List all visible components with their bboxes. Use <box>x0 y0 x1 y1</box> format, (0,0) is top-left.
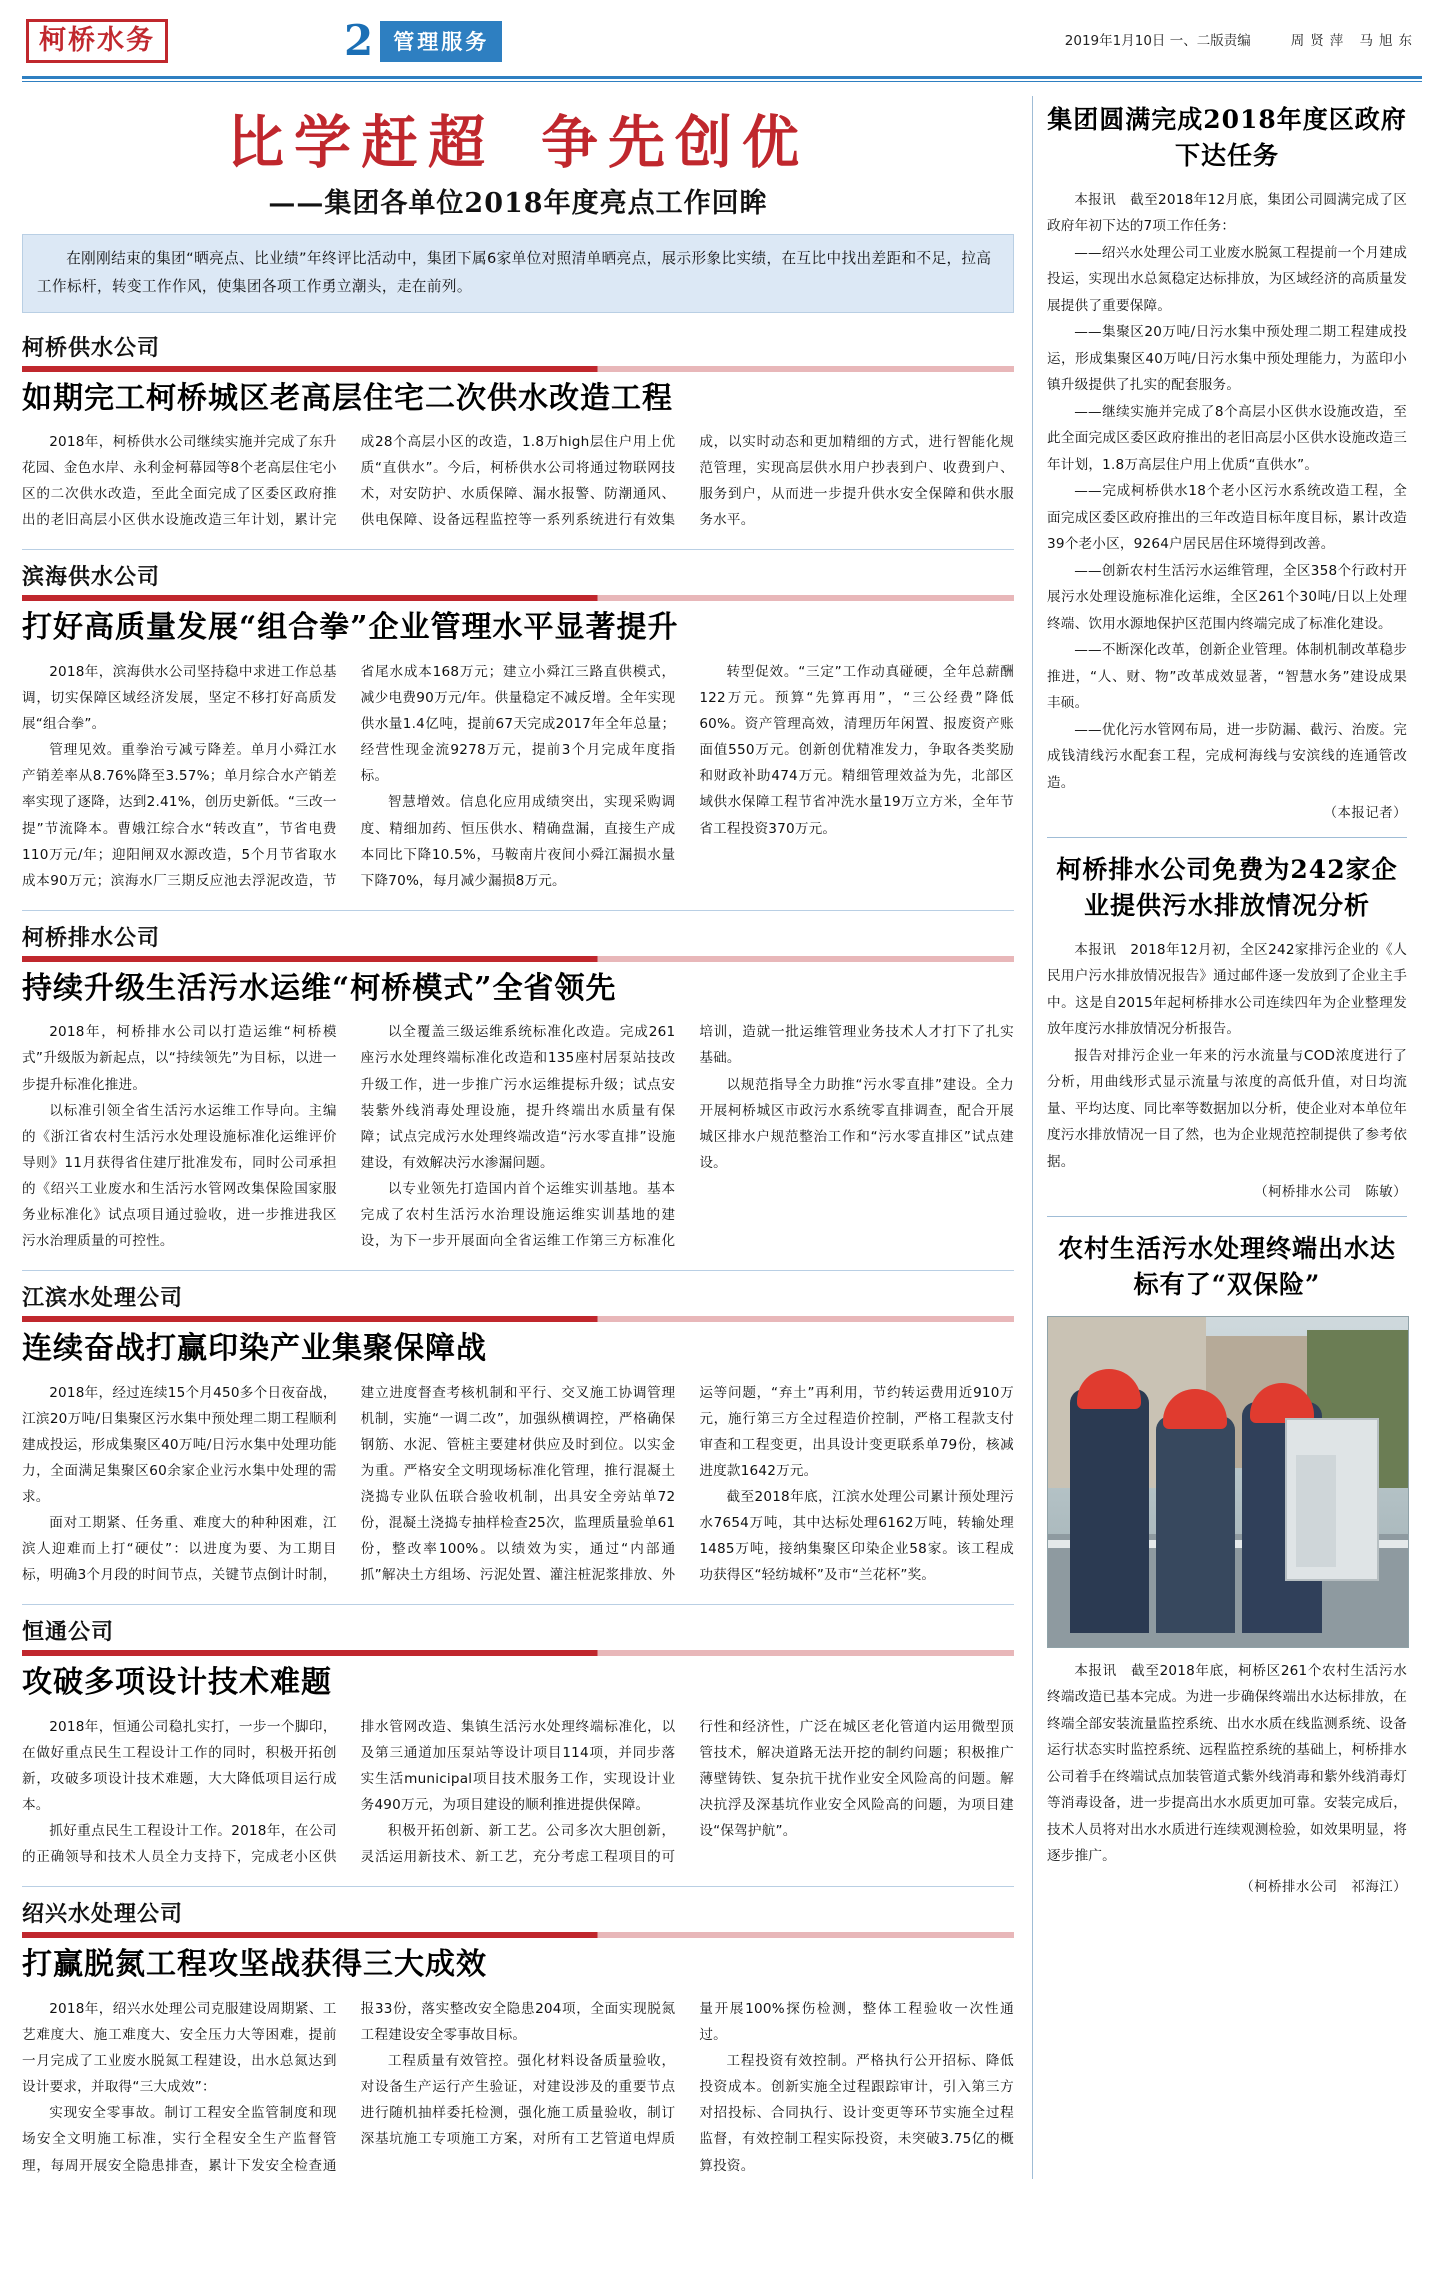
article-title: 打好高质量发展“组合拳”企业管理水平显著提升 <box>22 610 679 646</box>
sidebar-paragraph: ——不断深化改革，创新企业管理。体制机制改革稳步推进，“人、财、物”改革成效显著，“智慧水务”建设成果丰硕。 <box>1047 642 1407 711</box>
article-paragraph: 2018年，滨海供水公司坚持稳中求进工作总基调，切实保障区域经济发展，坚定不移打好高质发展“组合拳”。 <box>22 663 337 733</box>
masthead <box>0 0 1444 72</box>
sidebar-paragraph: 本报讯 截至2018年底，柯桥区261个农村生活污水终端改造已基本完成。为进一步确保终端出水达标排放，在终端全部安装流量监控系统、出水水质在线监测系统、设备运行状态实时监控系统、远程监控系统的基础上，柯桥排水公司着手在终端试点加装管道式紫外线消毒和紫外线消毒灯等消毒设备，进一步提高出水水质更加可靠。安装完成后，技术人员将对出水水质进行连续观测检验，如效果明显，将逐步推广。 <box>1047 1662 1407 1864</box>
unit-divider-bar <box>22 956 1014 962</box>
unit-divider-bar <box>22 595 1014 601</box>
article-separator <box>22 1886 1014 1887</box>
article-title: 持续升级生活污水运维“柯桥模式”全省领先 <box>22 970 617 1006</box>
article-paragraph: 智慧增效。信息化应用成绩突出，实现采购调度、精细加药、恒压供水、精确盘漏，直接生产成本同比下降10.5%，马鞍南片夜间小舜江漏损水量下降70%，每月减少漏损8万元。 <box>360 794 676 889</box>
section-name: 管理服务 <box>380 21 502 62</box>
masthead-meta <box>1065 29 1418 53</box>
article-separator <box>22 1270 1014 1271</box>
dateline: 2019年1月10日 一、二版责编 <box>1064 33 1251 49</box>
article-paragraph: 面对工期紧、任务重、难度大的种种困难，江滨人迎难而上打“硬仗”：以进度为要、为工期目标，明确3个月段的时间节点，关键节点倒计时制，建立进度督查考核机制和平行、交叉施工协调管理机制，实施“一调二改”，加强纵横调控，严格确保钢筋、水泥、管桩主要建材供应及时到位。以实金为重。严格安全文明现场标准化管理，推行混凝土浇捣专业队伍联合验收机制，出具安全旁站单72份，混凝土浇捣专抽样检查25次，监理质量验单61份，整改率100%。以绩效为实，通过“内部通抓”解决土方组场、污泥处置、灌注桩泥浆排放、外运等问题，“弃土”再利用，节约转运费用近910万元，施行第三方全过程造价控制，严格工程款支付审查和工程变更，出具设计变更联系单79份，核减进度款1642万元。 <box>22 1384 1014 1584</box>
headline-part-2: 争先创优 <box>541 109 809 176</box>
article-separator <box>22 549 1014 550</box>
sidebar-paragraph: 本报讯 截至2018年12月底，集团公司圆满完成了区政府年初下达的7项工作任务： <box>1047 191 1407 234</box>
article-body <box>22 659 1014 894</box>
photo-worker <box>1156 1416 1235 1634</box>
article-separator <box>22 1604 1014 1605</box>
article-paragraph: 积极开拓创新、新工艺。公司多次大胆创新，灵活运用新技术、新工艺，充分考虑工程项目的可行性和经济性，广泛在城区老化管道内运用微型顶管技术，解决道路无法开挖的制约问题；积极推广薄壁铸铁、复杂抗干扰作业安全风险高的问题。解决抗浮及深基坑作业安全风险高的问题，为项目建设“保驾护航”。 <box>360 1718 1014 1866</box>
sidebar-byline: （柯桥排水公司 祁海江） <box>1240 1879 1407 1895</box>
sidebar-paragraph: ——完成柯桥供水18个老小区污水系统改造工程，全面完成区委区政府推出的三年改造目标年度目标，累计改造39个老小区，9264户居民居住环境得到改善。 <box>1047 483 1407 552</box>
article-title: 攻破多项设计技术难题 <box>22 1665 332 1701</box>
article-body <box>22 1996 1014 2179</box>
article-paragraph: 以专业领先打造国内首个运维实训基地。基本完成了农村生活污水治理设施运维实训基地的建设，为下一步开展面向全省运维工作第三方标准化培训，造就一批运维管理业务技术人才打下了扎实基础。 <box>360 1024 1014 1250</box>
headline-part-1: 比学赶超 <box>227 109 495 176</box>
article-paragraph: 管理见效。重拳治亏减亏降差。单月小舜江水产销差率从8.76%降至3.57%；单月综合水产销差率实现了逐降，达到2.41%，创历史新低。“三改一提”节流降本。曹娥江综合水“转改直”，节省电费110万元/年；迎阳闸双水源改造，5个月节省取水成本90万元；滨海水厂三期反应池去浮泥改造，节省尾水成本168万元；建立小舜江三路直供模式，减少电费90万元/年。供量稳定不减反增。全年实现供水量1.4亿吨，提前67天完成2017年全年总量；经营性现金流9278万元，提前3个月完成年度指标。 <box>22 663 676 889</box>
sidebar-article <box>1047 1231 1407 1895</box>
article-block <box>22 921 1014 1254</box>
sidebar-article-body <box>1047 187 1407 797</box>
article-block <box>22 331 1014 534</box>
masthead-rule <box>22 76 1422 79</box>
sidebar-paragraph: ——创新农村生活污水运维管理，全区358个行政村开展污水处理设施标准化运维，全区261个30吨/日以上处理终端、饮用水源地保护区范围内终端完成了标准化建设。 <box>1047 562 1407 632</box>
sidebar-paragraph: ——优化污水管网布局，进一步防漏、截污、治废。完成钱清线污水配套工程，完成柯海线与安滨线的连通管改造。 <box>1047 721 1407 791</box>
sidebar-byline: （本报记者） <box>1323 806 1407 821</box>
article-body <box>22 1380 1014 1589</box>
article-block <box>22 1615 1014 1870</box>
page-section-indicator <box>344 16 502 65</box>
photo-worker <box>1070 1389 1149 1633</box>
article-paragraph: 以规范指导全力助推“污水零直排”建设。全力开展柯桥城区市政污水系统零直排调查，配合开展城区排水户规范整治工作和“污水零直排区”试点建设。 <box>699 1076 1014 1171</box>
sidebar-article-title: 集团圆满完成2018年度区政府下达任务 <box>1047 105 1407 171</box>
article-title: 打赢脱氮工程攻坚战获得三大成效 <box>22 1947 487 1983</box>
sidebar-paragraph: ——绍兴水处理公司工业废水脱氮工程提前一个月建成投运，实现出水总氮稳定达标排放，为区域经济的高质量发展提供了重要保障。 <box>1047 244 1407 314</box>
article-unit-name: 柯桥排水公司 <box>22 925 161 951</box>
news-photo <box>1047 1316 1409 1648</box>
sidebar-paragraph: ——集聚区20万吨/日污水集中预处理二期工程建成投运，形成集聚区40万吨/日污水集中预处理能力，为蓝印小镇升级提供了扎实的配套服务。 <box>1047 324 1407 393</box>
article-paragraph: 2018年，柯桥排水公司以打造运维“柯桥模式”升级版为新起点，以“持续领先”为目标，以进一步提升标准化推进。 <box>22 1024 337 1093</box>
sidebar-article <box>1047 102 1407 821</box>
article-block <box>22 560 1014 893</box>
sidebar-paragraph: ——继续实施并完成了8个高层小区供水设施改造，至此全面完成区委区政府推出的老旧高层小区供水设施改造三年计划，1.8万高层住户用上优质“直供水”。 <box>1047 403 1407 473</box>
article-paragraph: 工程投资有效控制。严格执行公开招标、降低投资成本。创新实施全过程跟踪审计，引入第三方对招投标、合同执行、设计变更等环节实施全过程监督，有效控制工程实际投资，未突破3.75亿的概算投资。 <box>699 2053 1014 2174</box>
article-unit-name: 恒通公司 <box>22 1620 115 1646</box>
article-paragraph: 实现安全零事故。制订工程安全监管制度和现场安全文明施工标准，实行全程安全生产监督管理，每周开展安全隐患排查，累计下发安全检查通报33份，落实整改安全隐患204项，全面实现脱氮工程建设安全零事故目标。 <box>22 2000 676 2174</box>
unit-divider-bar <box>22 366 1014 372</box>
sidebar-article-title: 柯桥排水公司免费为242家企业提供污水排放情况分析 <box>1056 855 1398 921</box>
article-paragraph: 以标准引领全省生活污水运维工作导向。主编的《浙江省农村生活污水处理设施标准化运维评价导则》11月获得省住建厅批准发布，同时公司承担的《绍兴工业废水和生活污水管网改集保险国家服务业标准化》试点项目通过验收，进一步推进我区污水治理质量的可控性。 <box>22 1102 337 1250</box>
sidebar-byline: （柯桥排水公司 陈敏） <box>1254 1185 1407 1200</box>
article-body <box>22 1714 1014 1871</box>
article-paragraph: 以全覆盖三级运维系统标准化改造。完成261座污水处理终端标准化改造和135座村居泵站技改升级工作，进一步推广污水运维提标升级；试点安装紫外线消毒处理设施，提升终端出水质量有保障；试点完成污水处理终端改造“污水零直排”设施建设，有效解决污水渗漏问题。 <box>360 1024 676 1171</box>
article-unit-name: 柯桥供水公司 <box>22 335 161 361</box>
publication-logo: 柯桥水务 <box>26 19 168 63</box>
page-headline <box>22 109 1014 176</box>
article-unit-name: 绍兴水处理公司 <box>22 1902 184 1928</box>
sidebar-separator <box>1047 1216 1407 1217</box>
page-subheadline: ——集团各单位2018年度亮点工作回眸 <box>268 187 768 219</box>
unit-divider-bar <box>22 1650 1014 1656</box>
article-paragraph: 2018年，恒通公司稳扎实打，一步一个脚印，在做好重点民生工程设计工作的同时，积极开拓创新，攻破多项设计技术难题，大大降低项目运行成本。 <box>22 1718 337 1814</box>
article-title: 如期完工柯桥城区老高层住宅二次供水改造工程 <box>22 380 673 416</box>
main-column <box>22 96 1032 2179</box>
article-paragraph: 抓好重点民生工程设计工作。2018年，在公司的正确领导和技术人员全力支持下，完成老小区供排水管网改造、集镇生活污水处理终端标准化，以及第三通道加压泵站等设计项目114项，并同步落实生活municipal项目技术服务工作，实现设计业务490万元，为项目建设的顺利推进提供保障。 <box>22 1718 676 1866</box>
article-body <box>22 1019 1014 1254</box>
unit-divider-bar <box>22 1316 1014 1322</box>
article-block <box>22 1897 1014 2178</box>
editors: 周贤萍 马旭东 <box>1290 33 1418 49</box>
article-title: 连续奋战打赢印染产业集聚保障战 <box>22 1331 487 1367</box>
article-block <box>22 1281 1014 1588</box>
sidebar-article-title: 农村生活污水处理终端出水达标有了“双保险” <box>1057 1234 1396 1300</box>
sidebar-article-body <box>1047 937 1407 1176</box>
sidebar-separator <box>1047 837 1407 838</box>
sidebar-article-body <box>1047 1658 1407 1870</box>
photo-equipment-pipe-2 <box>1296 1455 1336 1567</box>
article-body <box>22 429 1014 533</box>
article-paragraph: 2018年，经过连续15个月450多个日夜奋战，江滨20万吨/日集聚区污水集中预处理二期工程顺利建成投运，形成集聚区40万吨/日污水集中处理功能力，全面满足集聚区60余家企业污水集中处理的需求。 <box>22 1384 337 1506</box>
sidebar-paragraph: 报告对排污企业一年来的污水流量与COD浓度进行了分析，用曲线形式显示流量与浓度的高低升值，对日均流量、平均达度、同比率等数据加以分析，使企业对本单位年度污水排放情况一目了然，也为企业规范控制提供了参考依据。 <box>1047 1047 1407 1170</box>
sidebar-article <box>1047 852 1407 1200</box>
article-separator <box>22 910 1014 911</box>
page-number: 2 <box>344 16 374 65</box>
sidebar-column <box>1047 96 1407 2179</box>
article-paragraph: 截至2018年底，江滨水处理公司累计预处理污水7654万吨，其中达标处理6162万吨，转输处理1485万吨，接纳集聚区印染企业58家。该工程成功获得区“轻纺城杯”及市“兰花杯”奖。 <box>699 1489 1014 1584</box>
page-body <box>0 82 1444 2189</box>
lead-paragraph: 在刚刚结束的集团“晒亮点、比业绩”年终评比活动中，集团下属6家单位对照清单晒亮点，展示形象比实绩，在互比中找出差距和不足，拉高工作标杆，转变工作作风，使集团各项工作勇立潮头，走在前列。 <box>22 234 1014 313</box>
article-paragraph: 2018年，绍兴水处理公司克服建设周期紧、工艺难度大、施工难度大、安全压力大等困难，提前一月完成了工业废水脱氮工程建设，出水总氮达到设计要求，并取得“三大成效”： <box>22 2000 337 2096</box>
article-unit-name: 滨海供水公司 <box>22 565 161 591</box>
article-paragraph: 工程质量有效管控。强化材料设备质量验收，对设备生产运行产生验证，对建设涉及的重要节点进行随机抽样委托检测，强化施工质量验收，制订深基坑施工专项施工方案，对所有工艺管道电焊质量开展100%探伤检测，整体工程验收一次性通过。 <box>360 2000 1014 2148</box>
column-divider <box>1032 96 1033 2179</box>
unit-divider-bar <box>22 1932 1014 1938</box>
article-unit-name: 江滨水处理公司 <box>22 1286 184 1312</box>
article-paragraph: 2018年，柯桥供水公司继续实施并完成了东升花园、金色水岸、永利金柯幕园等8个老高层住宅小区的二次供水改造，至此全面完成了区委区政府推出的老旧高层小区供水设施改造三年计划，累计完成28个高层小区的改造，1.8万high层住户用上优质“直供水”。今后，柯桥供水公司将通过物联网技术，对安防护、水质保障、漏水报警、防潮通风、供电保障、设备远程监控等一系列系统进行有效集成，以实时动态和更加精细的方式，进行智能化规范管理，实现高层供水用户抄表到户、收费到户、服务到户，从而进一步提升供水安全保障和供水服务水平。 <box>22 434 1014 529</box>
article-paragraph: 转型促效。“三定”工作动真碰硬，全年总薪酬122万元。预算“先算再用”，“三公经费”降低60%。资产管理高效，清理历年闲置、报废资产账面值550万元。创新创优精准发力，争取各类奖励和财政补助474万元。精细管理效益为先，北部区域供水保障工程节省冲洗水量19万立方米，全年节省工程投资370万元。 <box>699 663 1014 837</box>
sidebar-paragraph: 本报讯 2018年12月初，全区242家排污企业的《人民用户污水排放情况报告》通过邮件逐一发放到了企业主手中。这是自2015年起柯桥排水公司连续四年为企业整理发放年度污水排放情况分析报告。 <box>1047 941 1407 1037</box>
